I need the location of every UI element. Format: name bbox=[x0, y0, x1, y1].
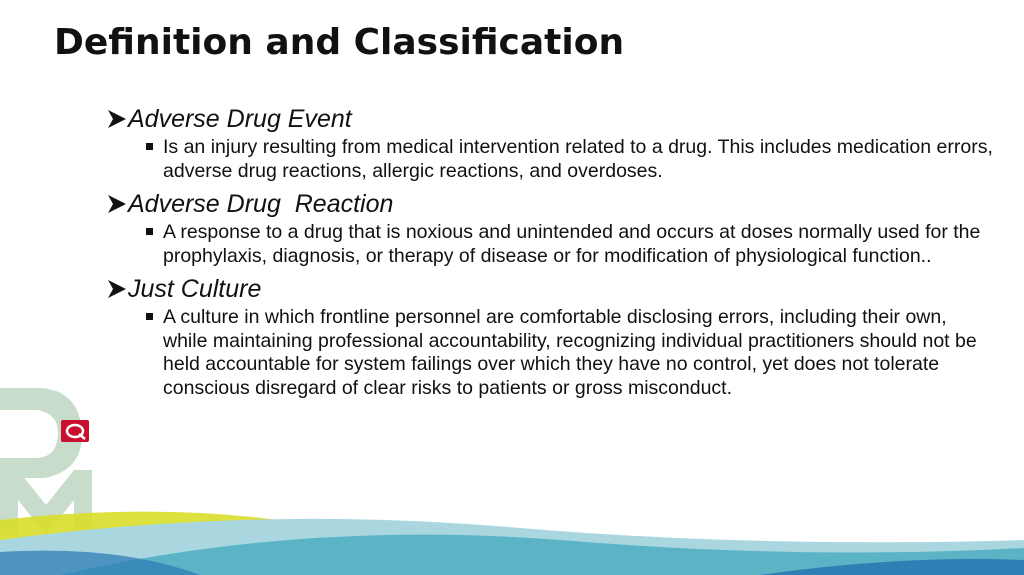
list-item bbox=[104, 104, 994, 183]
arrowhead-bullet-icon bbox=[106, 189, 128, 219]
term-heading bbox=[104, 189, 994, 219]
list-item bbox=[104, 189, 994, 268]
term-description bbox=[104, 136, 994, 183]
qm-logo-icon bbox=[0, 388, 92, 535]
term-label: Adverse Drug Event bbox=[128, 105, 352, 133]
arrowhead-bullet-icon bbox=[106, 104, 128, 134]
term-heading bbox=[104, 104, 994, 134]
term-label: Just Culture bbox=[128, 275, 262, 303]
square-bullet-icon bbox=[146, 143, 153, 150]
term-description bbox=[104, 306, 994, 400]
description-text: A response to a drug that is noxious and unintended and occurs at doses normally used for the prophylaxis, diagnosis, or therapy of disease or for modification of physiological function.. bbox=[163, 221, 981, 267]
page-title: Definition and Classification bbox=[54, 22, 625, 63]
term-heading bbox=[104, 274, 994, 304]
logo-badge-icon bbox=[61, 420, 89, 442]
term-description bbox=[104, 221, 994, 268]
list-item bbox=[104, 274, 994, 400]
arrowhead-bullet-icon bbox=[106, 274, 128, 304]
description-text: Is an injury resulting from medical intervention related to a drug. This includes medication errors, adverse drug reactions, allergic reactions, and overdoses. bbox=[163, 136, 993, 182]
description-text: A culture in which frontline personnel are comfortable disclosing errors, including their own, while maintaining professional accountability, recognizing individual practitioners should not be held accountable for system failings over which they have no control, yet does not tolerate conscious disregard of clear risks to patients or gross misconduct. bbox=[163, 306, 977, 399]
square-bullet-icon bbox=[146, 228, 153, 235]
definition-list bbox=[104, 104, 994, 406]
square-bullet-icon bbox=[146, 313, 153, 320]
term-label: Adverse Drug Reaction bbox=[128, 190, 394, 218]
